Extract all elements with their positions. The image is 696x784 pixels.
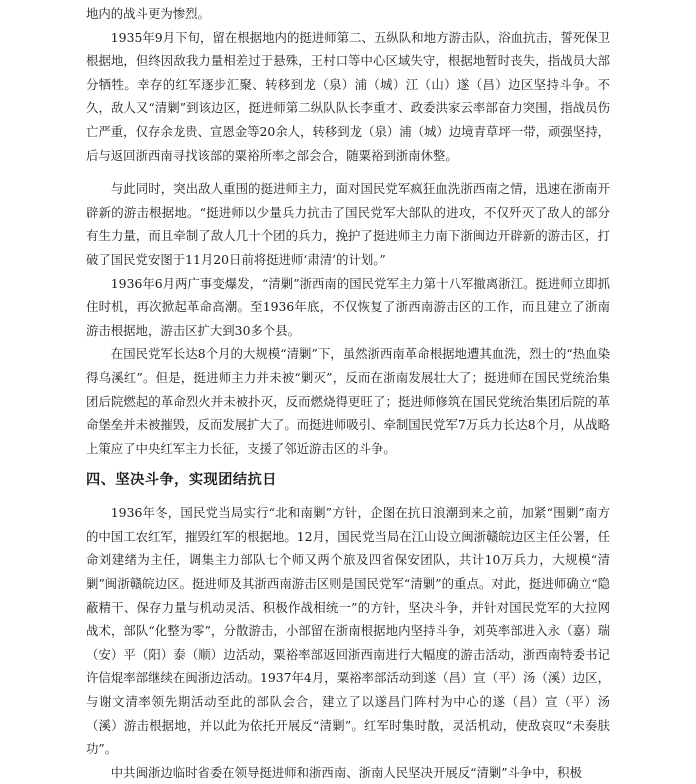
paragraph: 1936年6月两广事变爆发，“清剿”浙西南的国民党军主力第十八军撤离浙江。挺进师立即抓住时机，再次掀起革命高潮。至1936年底，不仅恢复了浙西南游击区的工作，而且建立了浙南游击根据地，游击区扩大到30多个县。 <box>86 275 610 338</box>
paragraph: 1935年9月下旬，留在根据地内的挺进师第二、五纵队和地方游击队，浴血抗击，誓死保卫根据地，但终因敌我力量相差过于悬殊，王村口等中心区域失守，根据地暂时丧失，指战员大部分牺牲。幸存的红军逐步汇聚、转移到龙（泉）浦（城）江（山）遂（昌）边区坚持斗争。不久，敌人又“清剿”到该边区，挺进师第二纵队队长李重才、政委洪家云率部奋力突围，指战员伤亡严重，仅存余龙贵、宣恩金等20余人，转移到龙（泉）浦（城）边境青草坪一带，顽强坚持，后与返回浙西南寻找该部的粟裕所率之部会合，随粟裕到浙南休整。 <box>86 29 610 163</box>
paragraph: 在国民党军长达8个月的大规模“清剿”下，虽然浙西南革命根据地遭其血洗，烈士的“热血染得乌溪红”。但是，挺进师主力并未被“剿灭”，反而在浙南发展壮大了；挺进师在国民党统治集团后院燃起的革命烈火并未被扑灭，反而燃烧得更旺了；挺进师修筑在国民党统治集团后院的革命堡垒并未被摧毁，反而发展扩大了。而挺进师吸引、牵制国民党军7万兵力长达8个月，从战略上策应了中央红军主力长征，支援了邻近游击区的斗争。 <box>86 346 610 456</box>
paragraph: 与此同时，突出敌人重围的挺进师主力，面对国民党军疯狂血洗浙西南之情，迅速在浙南开辟新的游击根据地。“挺进师以少量兵力抗击了国民党军大部队的进攻，不仅歼灭了敌人的部分有生力量，而且牵制了敌人几十个团的兵力，挽护了挺进师主力南下浙闽边开辟新的游击区，打破了国民党安图于11月20日前将挺进师‘肃清’的计划。” <box>86 181 610 267</box>
paragraph: 中共闽浙边临时省委在领导挺进师和浙西南、浙南人民坚决开展反“清剿”斗争中，积极 <box>110 764 582 780</box>
paragraph: 地内的战斗更为惨烈。 <box>86 6 210 21</box>
paragraph: 1936年冬，国民党当局实行“北和南剿”方针，企图在抗日浪潮到来之前，加紧“围剿”南方的中国工农红军，摧毁红军的根据地。12月，国民党当局在江山设立闽浙赣皖边区主任公署，任命刘建绪为主任，调集主力部队七个师又两个旅及四省保安团队，共计10万兵力，大规模“清剿”闽浙赣皖边区。挺进师及其浙西南游击区则是国民党军“清剿”的重点。对此，挺进师确立“隐蔽精干、保存力量与机动灵活、积极作战相统一”的方针，坚决斗争，并针对国民党军的大拉网战术，部队“化整为零”，分散游击，小部留在浙南根据地内坚持斗争，刘英率部进入永（嘉）瑞（安）平（阳）泰（顺）边活动，粟裕率部返回浙西南进行大幅度的游击活动，浙西南特委书记许信焜率部继续在闽浙边活动。1937年4月，粟裕率部活动到遂（昌）宣（平）汤（溪）边区，与谢文清率领先期活动至此的部队会合，建立了以遂昌门阵村为中心的遂（昌）宣（平）汤（溪）游击根据地，并以此为依托开展反“清剿”。红军时集时散，灵活机动，使敌哀叹“未奏肤功”。 <box>86 505 610 757</box>
section-heading: 四、坚决斗争，实现团结抗日 <box>86 472 277 489</box>
paragraph-gap <box>86 167 610 177</box>
